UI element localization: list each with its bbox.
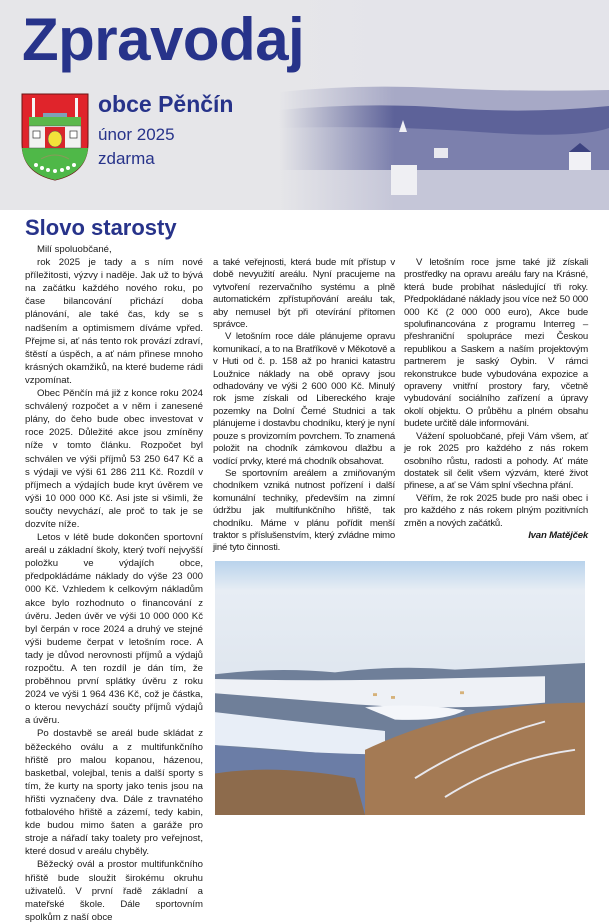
paragraph: Letos v létě bude dokončen sportovní areál u základní školy, který tvoří nejvyšší položku ve výdajích obce, předpokládáme náklady do výše 23 000 000 Kč. Vzhledem k celkovým nákladům akce bylo rozhodnuto o financování z úvěru. Jeden úvěr ve výši 10 000 000 Kč byl čerpán v roce 2024 a druhý ve stejné výši budeme čerpat v letošním roce. A tady je důvod nerovnosti příjmů a výdajů rozpočtu. A ten rozdíl je dán tím, že proběhnou první splátky úvěru z roku 2024 ve výši 1 964 436 Kč, což je částka, o kterou nevychází součty příjmů výdajů a úvěru.	[25, 532, 203, 727]
paragraph: Vážení spoluobčané, přeji Vám všem, ať je rok 2025 pro každého z nás rokem osobního růstu, radosti a pohody. Ať máte dostatek sil čelit všem výzvám, které život přinese, a ať se Vám splní všechna přání.	[404, 430, 588, 492]
price-label: zdarma	[98, 149, 155, 168]
municipal-coat-of-arms-icon	[21, 93, 89, 181]
paragraph: Běžecký ovál a prostor multifunkčního hřiště bude sloužit širokému okruhu uživatelů. V první řadě základní a mateřské škole. Dále sportovním spolkům z naší obce	[25, 859, 203, 923]
newsletter-title: Zpravodaj	[22, 6, 305, 73]
article-column-3	[404, 257, 588, 542]
paragraph: Věřím, že rok 2025 bude pro naši obec i pro každého z nás rokem plným pozitivních změn a nových začátků.	[404, 492, 588, 529]
header-landscape-image	[279, 0, 609, 210]
issue-date: únor 2025	[98, 125, 175, 144]
paragraph: Se sportovním areálem a zmiňovaným chodníkem vzniká nutnost pořízení i další komunální techniky, především na zimní údržbu jak multifunkčního hřiště, tak chodníku. Máme v plánu pořídit menší traktor s příslušenstvím, který zvládne mimo jiné tyto činnosti.	[213, 467, 395, 554]
paragraph: Milí spoluobčané,	[37, 244, 112, 255]
winter-landscape-photo	[215, 561, 585, 815]
article-title: Slovo starosty	[25, 215, 177, 240]
municipality-name: obce Pěnčín	[98, 91, 234, 117]
paragraph: Obec Pěnčín má již z konce roku 2024 schválený rozpočet a v něm i zanesené plány, do čeho bude obec investovat v roce 2025. Důležité akce jsou zmíněny níže v tomto článku. Rozpočet byl schválen ve výši příjmů 53 250 647 Kč a s výdaji ve výši 61 286 211 Kč. Rozdíl v příjmech a výdajích bude kryt úvěrem ve výši 10 000 000 Kč. Asi jste si všimli, že součty nevychází, ale proč to tak je se dozvíte níže.	[25, 388, 203, 530]
article-column-1	[25, 243, 203, 924]
author-signature: Ivan Matějček	[528, 529, 588, 541]
article-column-2	[213, 257, 395, 555]
paragraph: V letošním roce dále plánujeme opravu komunikací, a to na Bratříkově v Měkotově a v Huti od č. p. 158 až po hranici katastru Loužnice náklady na obě opravy jsou odhadovány ve výši 2 600 000 Kč. Minulý rok jsme získali od Libereckého kraje pozemky na Dolní Černé Studnici a tak plánujeme i dostavbu chodníku, který je nyní pouze s provizorním povrchem. To znamená položit na chodník zámkovou dlažbu a vodící prvky, které má chodník obsahovat.	[213, 331, 395, 467]
paragraph: V letošním roce jsme také již získali prostředky na opravu areálu fary na Krásné, která bude probíhat následující tři roky. Předpokládané náklady jsou více než 50 000 000 Kč (2 000 000 euro), Akce bude spolufinancována z programu Interreg – přeshraniční spolupráce mezi Českou republikou a Saskem a naším projektovým partnerem je saský Oybin. V rámci rekonstrukce bude vybudována expozice a opraveny vnitřní prostory fary, včetně vybudování sociálního zařízení a úpravy okolí objektu. O průběhu a plném obsahu budete určitě dále informováni.	[404, 257, 588, 430]
paragraph: Po dostavbě se areál bude skládat z běžeckého oválu a z multifunkčního hřiště pro malou kopanou, házenou, basketbal, volejbal, tenis a další sporty s tím, že kurty na sporty jako tenis jsou na hřišti vyznačeny dva. Dále z travnatého fotbalového hřiště a zázemí, tedy kabin, kde budou mimo šaten a garáže pro stroje a nářadí taky toalety pro veřejnost, které dosud v areálu chyběly.	[25, 728, 203, 858]
paragraph: rok 2025 je tady a s ním nové příležitosti, výzvy i naděje. Jak už to bývá na začátku každého nového roku, po čase bilancování přichází doba plánování, ale také čas, kdy se s nadšením a optimismem díváme vpřed. Přejme si, ať nás tento rok provází zdraví, štěstí a úspěch, a ať nám přinese mnoho krásných okamžiků, na které budeme rádi vzpomínat.	[25, 257, 203, 386]
paragraph: a také veřejnosti, která bude mít přístup v době nevyužití areálu. Nyní pracujeme na vytvoření rezervačního systému a plně automatickém zpřístupňování areálu tak, aby nemusel být při otevírání přítomen správce.	[213, 257, 395, 331]
masthead	[0, 0, 609, 210]
